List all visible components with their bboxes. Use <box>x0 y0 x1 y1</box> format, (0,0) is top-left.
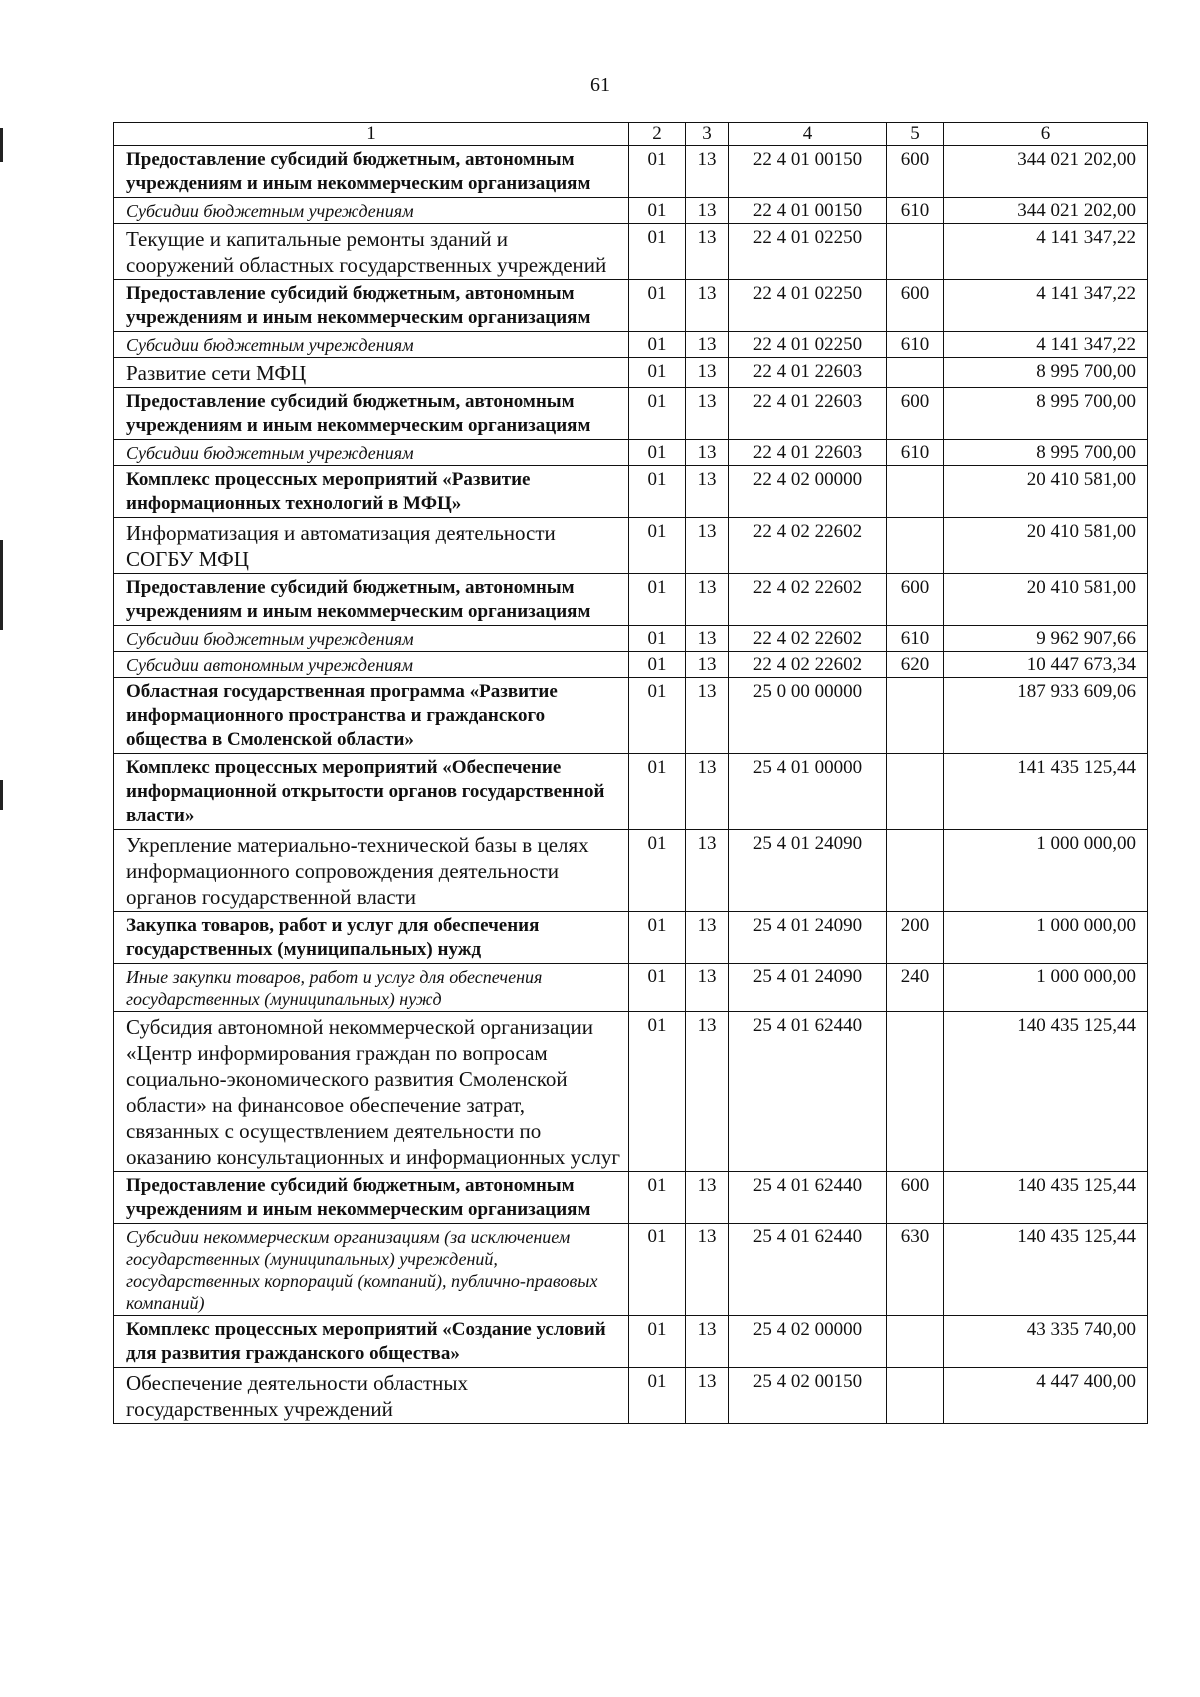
name-cell: Областная государственная программа «Развитие информационного пространства и гражданского общества в Смоленской области» <box>114 678 629 754</box>
section-code-cell: 01 <box>629 1224 686 1316</box>
scan-edge-mark <box>0 128 3 162</box>
amount-cell: 10 447 673,34 <box>944 652 1148 678</box>
subsection-code-cell: 13 <box>686 440 729 466</box>
name-cell: Субсидии бюджетным учреждениям <box>114 198 629 224</box>
section-code-cell: 01 <box>629 1316 686 1368</box>
expense-type-cell: 610 <box>887 440 944 466</box>
section-code-cell: 01 <box>629 574 686 626</box>
amount-cell: 4 141 347,22 <box>944 332 1148 358</box>
subsection-code-cell: 13 <box>686 1368 729 1424</box>
section-code-cell: 01 <box>629 1368 686 1424</box>
amount-cell: 20 410 581,00 <box>944 518 1148 574</box>
name-cell: Обеспечение деятельности областных государственных учреждений <box>114 1368 629 1424</box>
expense-type-cell: 610 <box>887 332 944 358</box>
target-article-cell: 22 4 01 02250 <box>729 332 887 358</box>
subsection-code-cell: 13 <box>686 224 729 280</box>
target-article-cell: 22 4 02 22602 <box>729 574 887 626</box>
subsection-code-cell: 13 <box>686 518 729 574</box>
name-cell: Комплекс процессных мероприятий «Создание условий для развития гражданского общества» <box>114 1316 629 1368</box>
amount-cell: 1 000 000,00 <box>944 912 1148 964</box>
section-code-cell: 01 <box>629 754 686 830</box>
expense-type-cell <box>887 830 944 912</box>
table-row <box>114 146 1148 198</box>
target-article-cell: 22 4 01 02250 <box>729 224 887 280</box>
subsection-code-cell: 13 <box>686 652 729 678</box>
subsection-code-cell: 13 <box>686 146 729 198</box>
table-row <box>114 626 1148 652</box>
subsection-code-cell: 13 <box>686 574 729 626</box>
name-cell: Закупка товаров, работ и услуг для обеспечения государственных (муниципальных) нужд <box>114 912 629 964</box>
section-code-cell: 01 <box>629 440 686 466</box>
section-code-cell: 01 <box>629 912 686 964</box>
target-article-cell: 22 4 02 00000 <box>729 466 887 518</box>
amount-cell: 140 435 125,44 <box>944 1224 1148 1316</box>
amount-cell: 1 000 000,00 <box>944 964 1148 1012</box>
name-cell: Предоставление субсидий бюджетным, автономным учреждениям и иным некоммерческим организациям <box>114 388 629 440</box>
target-article-cell: 25 4 01 24090 <box>729 912 887 964</box>
name-cell: Субсидии бюджетным учреждениям <box>114 440 629 466</box>
amount-cell: 1 000 000,00 <box>944 830 1148 912</box>
amount-cell: 20 410 581,00 <box>944 574 1148 626</box>
table-row <box>114 224 1148 280</box>
name-cell: Субсидии бюджетным учреждениям <box>114 626 629 652</box>
target-article-cell: 22 4 01 22603 <box>729 388 887 440</box>
expense-type-cell <box>887 518 944 574</box>
table-row <box>114 912 1148 964</box>
table-row <box>114 1316 1148 1368</box>
section-code-cell: 01 <box>629 388 686 440</box>
target-article-cell: 22 4 01 00150 <box>729 198 887 224</box>
name-cell: Предоставление субсидий бюджетным, автономным учреждениям и иным некоммерческим организациям <box>114 146 629 198</box>
expense-type-cell <box>887 1012 944 1172</box>
target-article-cell: 25 0 00 00000 <box>729 678 887 754</box>
section-code-cell: 01 <box>629 146 686 198</box>
expense-type-cell <box>887 358 944 388</box>
name-cell: Иные закупки товаров, работ и услуг для обеспечения государственных (муниципальных) нужд <box>114 964 629 1012</box>
amount-cell: 4 141 347,22 <box>944 280 1148 332</box>
header-cell-5: 5 <box>887 123 944 146</box>
name-cell: Укрепление материально-технической базы в целях информационного сопровождения деятельности органов государственной власти <box>114 830 629 912</box>
target-article-cell: 25 4 01 62440 <box>729 1224 887 1316</box>
amount-cell: 140 435 125,44 <box>944 1172 1148 1224</box>
subsection-code-cell: 13 <box>686 964 729 1012</box>
section-code-cell: 01 <box>629 626 686 652</box>
expense-type-cell: 600 <box>887 388 944 440</box>
table-row <box>114 964 1148 1012</box>
table-row <box>114 830 1148 912</box>
amount-cell: 344 021 202,00 <box>944 146 1148 198</box>
subsection-code-cell: 13 <box>686 388 729 440</box>
subsection-code-cell: 13 <box>686 1224 729 1316</box>
expense-type-cell: 600 <box>887 1172 944 1224</box>
amount-cell: 4 447 400,00 <box>944 1368 1148 1424</box>
table-row <box>114 440 1148 466</box>
expense-type-cell <box>887 678 944 754</box>
name-cell: Информатизация и автоматизация деятельности СОГБУ МФЦ <box>114 518 629 574</box>
target-article-cell: 25 4 01 00000 <box>729 754 887 830</box>
subsection-code-cell: 13 <box>686 198 729 224</box>
table-row <box>114 1368 1148 1424</box>
expense-type-cell: 610 <box>887 626 944 652</box>
name-cell: Субсидии бюджетным учреждениям <box>114 332 629 358</box>
amount-cell: 140 435 125,44 <box>944 1012 1148 1172</box>
target-article-cell: 22 4 01 22603 <box>729 440 887 466</box>
name-cell: Комплекс процессных мероприятий «Обеспечение информационной открытости органов государственной власти» <box>114 754 629 830</box>
expense-type-cell: 600 <box>887 146 944 198</box>
expense-type-cell <box>887 1368 944 1424</box>
header-cell-4: 4 <box>729 123 887 146</box>
section-code-cell: 01 <box>629 678 686 754</box>
table-row <box>114 280 1148 332</box>
section-code-cell: 01 <box>629 332 686 358</box>
table-row <box>114 574 1148 626</box>
table-row <box>114 1012 1148 1172</box>
header-cell-3: 3 <box>686 123 729 146</box>
table-row <box>114 678 1148 754</box>
target-article-cell: 25 4 01 24090 <box>729 964 887 1012</box>
subsection-code-cell: 13 <box>686 466 729 518</box>
subsection-code-cell: 13 <box>686 1012 729 1172</box>
amount-cell: 8 995 700,00 <box>944 358 1148 388</box>
scan-edge-mark <box>0 780 3 810</box>
amount-cell: 4 141 347,22 <box>944 224 1148 280</box>
expense-type-cell: 600 <box>887 280 944 332</box>
expense-type-cell: 620 <box>887 652 944 678</box>
amount-cell: 20 410 581,00 <box>944 466 1148 518</box>
page-number: 61 <box>590 74 610 96</box>
expense-type-cell: 240 <box>887 964 944 1012</box>
budget-table-body <box>114 123 1148 1424</box>
name-cell: Предоставление субсидий бюджетным, автономным учреждениям и иным некоммерческим организациям <box>114 574 629 626</box>
section-code-cell: 01 <box>629 518 686 574</box>
amount-cell: 43 335 740,00 <box>944 1316 1148 1368</box>
header-cell-6: 6 <box>944 123 1148 146</box>
table-row <box>114 754 1148 830</box>
target-article-cell: 22 4 02 22602 <box>729 652 887 678</box>
target-article-cell: 25 4 01 24090 <box>729 830 887 912</box>
amount-cell: 9 962 907,66 <box>944 626 1148 652</box>
subsection-code-cell: 13 <box>686 678 729 754</box>
target-article-cell: 22 4 02 22602 <box>729 626 887 652</box>
header-cell-1: 1 <box>114 123 629 146</box>
subsection-code-cell: 13 <box>686 626 729 652</box>
amount-cell: 8 995 700,00 <box>944 388 1148 440</box>
target-article-cell: 22 4 01 22603 <box>729 358 887 388</box>
name-cell: Предоставление субсидий бюджетным, автономным учреждениям и иным некоммерческим организациям <box>114 280 629 332</box>
section-code-cell: 01 <box>629 280 686 332</box>
table-row <box>114 358 1148 388</box>
amount-cell: 8 995 700,00 <box>944 440 1148 466</box>
expense-type-cell: 630 <box>887 1224 944 1316</box>
subsection-code-cell: 13 <box>686 332 729 358</box>
target-article-cell: 25 4 01 62440 <box>729 1172 887 1224</box>
name-cell: Комплекс процессных мероприятий «Развитие информационных технологий в МФЦ» <box>114 466 629 518</box>
target-article-cell: 25 4 02 00000 <box>729 1316 887 1368</box>
amount-cell: 187 933 609,06 <box>944 678 1148 754</box>
subsection-code-cell: 13 <box>686 754 729 830</box>
expense-type-cell: 200 <box>887 912 944 964</box>
section-code-cell: 01 <box>629 1172 686 1224</box>
subsection-code-cell: 13 <box>686 358 729 388</box>
section-code-cell: 01 <box>629 466 686 518</box>
table-row <box>114 518 1148 574</box>
budget-table <box>113 122 1148 1424</box>
section-code-cell: 01 <box>629 830 686 912</box>
name-cell: Субсидии некоммерческим организациям (за исключением государственных (муниципальных) учреждений, государственных корпораций (компаний), публично-правовых компаний) <box>114 1224 629 1316</box>
section-code-cell: 01 <box>629 652 686 678</box>
amount-cell: 344 021 202,00 <box>944 198 1148 224</box>
section-code-cell: 01 <box>629 964 686 1012</box>
expense-type-cell <box>887 1316 944 1368</box>
section-code-cell: 01 <box>629 198 686 224</box>
subsection-code-cell: 13 <box>686 1316 729 1368</box>
name-cell: Субсидия автономной некоммерческой организации «Центр информирования граждан по вопросам социально-экономического развития Смоленской области» на финансовое обеспечение затрат, связанных с осуществлением деятельности по оказанию консультационных и информационных услуг <box>114 1012 629 1172</box>
name-cell: Текущие и капитальные ремонты зданий и сооружений областных государственных учреждений <box>114 224 629 280</box>
amount-cell: 141 435 125,44 <box>944 754 1148 830</box>
name-cell: Субсидии автономным учреждениям <box>114 652 629 678</box>
subsection-code-cell: 13 <box>686 830 729 912</box>
section-code-cell: 01 <box>629 1012 686 1172</box>
subsection-code-cell: 13 <box>686 1172 729 1224</box>
table-row <box>114 466 1148 518</box>
table-row <box>114 332 1148 358</box>
target-article-cell: 25 4 01 62440 <box>729 1012 887 1172</box>
table-row <box>114 652 1148 678</box>
subsection-code-cell: 13 <box>686 280 729 332</box>
section-code-cell: 01 <box>629 224 686 280</box>
expense-type-cell <box>887 466 944 518</box>
table-header-row <box>114 123 1148 146</box>
table-row <box>114 1224 1148 1316</box>
expense-type-cell <box>887 754 944 830</box>
section-code-cell: 01 <box>629 358 686 388</box>
table-row <box>114 388 1148 440</box>
expense-type-cell <box>887 224 944 280</box>
expense-type-cell: 600 <box>887 574 944 626</box>
target-article-cell: 25 4 02 00150 <box>729 1368 887 1424</box>
scan-edge-mark <box>0 540 3 630</box>
target-article-cell: 22 4 01 00150 <box>729 146 887 198</box>
header-cell-2: 2 <box>629 123 686 146</box>
name-cell: Предоставление субсидий бюджетным, автономным учреждениям и иным некоммерческим организациям <box>114 1172 629 1224</box>
table-row <box>114 198 1148 224</box>
expense-type-cell: 610 <box>887 198 944 224</box>
subsection-code-cell: 13 <box>686 912 729 964</box>
target-article-cell: 22 4 01 02250 <box>729 280 887 332</box>
table-row <box>114 1172 1148 1224</box>
name-cell: Развитие сети МФЦ <box>114 358 629 388</box>
target-article-cell: 22 4 02 22602 <box>729 518 887 574</box>
